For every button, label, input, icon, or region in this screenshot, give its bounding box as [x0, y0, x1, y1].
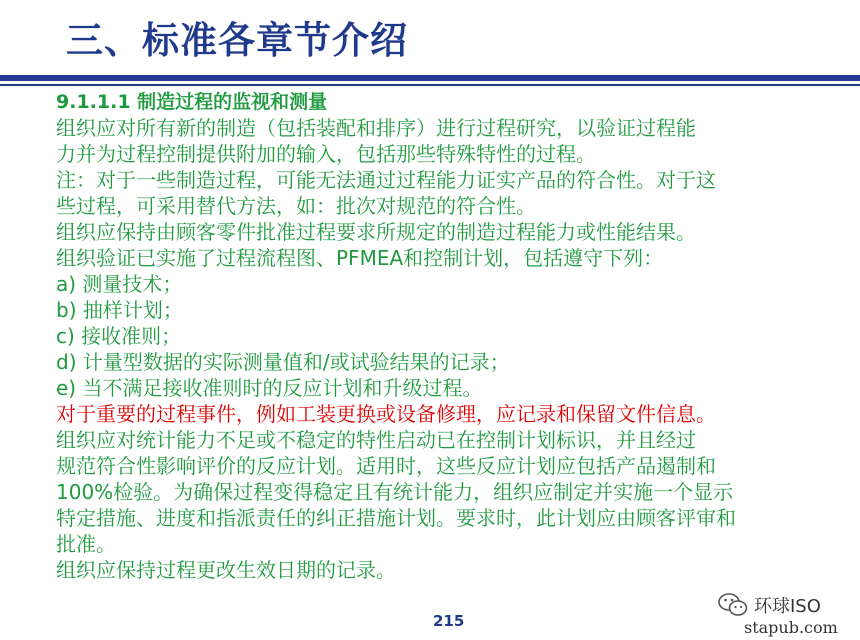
list-item: a) 测量技术； [56, 272, 183, 296]
list-item: e) 当不满足接收准则时的反应计划和升级过程。 [56, 376, 483, 400]
list-item: b) 抽样计划； [56, 298, 183, 322]
title-divider-thin [0, 84, 860, 86]
watermark: stapub.com [744, 618, 838, 637]
paragraph-line: 批准。 [56, 532, 116, 556]
paragraph-line: 组织验证已实施了过程流程图、PFMEA和控制计划，包括遵守下列： [56, 246, 664, 270]
wechat-logo [718, 592, 821, 618]
paragraph-line: 组织应保持过程更改生效日期的记录。 [56, 558, 396, 582]
list-item: c) 接收准则； [56, 324, 182, 348]
paragraph-line: 特定措施、进度和指派责任的纠正措施计划。要求时，此计划应由顾客评审和 [56, 506, 736, 530]
section-heading: 9.1.1.1 制造过程的监视和测量 [56, 91, 328, 113]
paragraph-line: 组织应对所有新的制造（包括装配和排序）进行过程研究，以验证过程能 [56, 116, 696, 140]
wechat-icon [718, 592, 748, 618]
paragraph-line: 组织应对统计能力不足或不稳定的特性启动已在控制计划标识，并且经过 [56, 428, 696, 452]
logo-text: 环球ISO [754, 596, 821, 617]
title-divider-thick [0, 75, 860, 81]
paragraph-line: 100%检验。为确保过程变得稳定且有统计能力，组织应制定并实施一个显示 [56, 480, 734, 504]
note-line: 注：对于一些制造过程，可能无法通过过程能力证实产品的符合性。对于这 [56, 168, 716, 192]
note-line: 些过程，可采用替代方法，如：批次对规范的符合性。 [56, 194, 536, 218]
body-text [56, 89, 846, 583]
page-title: 三、标准各章节介绍 [66, 19, 408, 62]
paragraph-line: 规范符合性影响评价的反应计划。适用时，这些反应计划应包括产品遏制和 [56, 454, 716, 478]
list-item: d) 计量型数据的实际测量值和/或试验结果的记录； [56, 350, 510, 374]
paragraph-line: 力并为过程控制提供附加的输入，包括那些特殊特性的过程。 [56, 142, 596, 166]
page-number: 215 [433, 612, 465, 630]
highlight-line: 对于重要的过程事件，例如工装更换或设备修理，应记录和保留文件信息。 [56, 402, 716, 426]
paragraph-line: 组织应保持由顾客零件批准过程要求所规定的制造过程能力或性能结果。 [56, 220, 696, 244]
